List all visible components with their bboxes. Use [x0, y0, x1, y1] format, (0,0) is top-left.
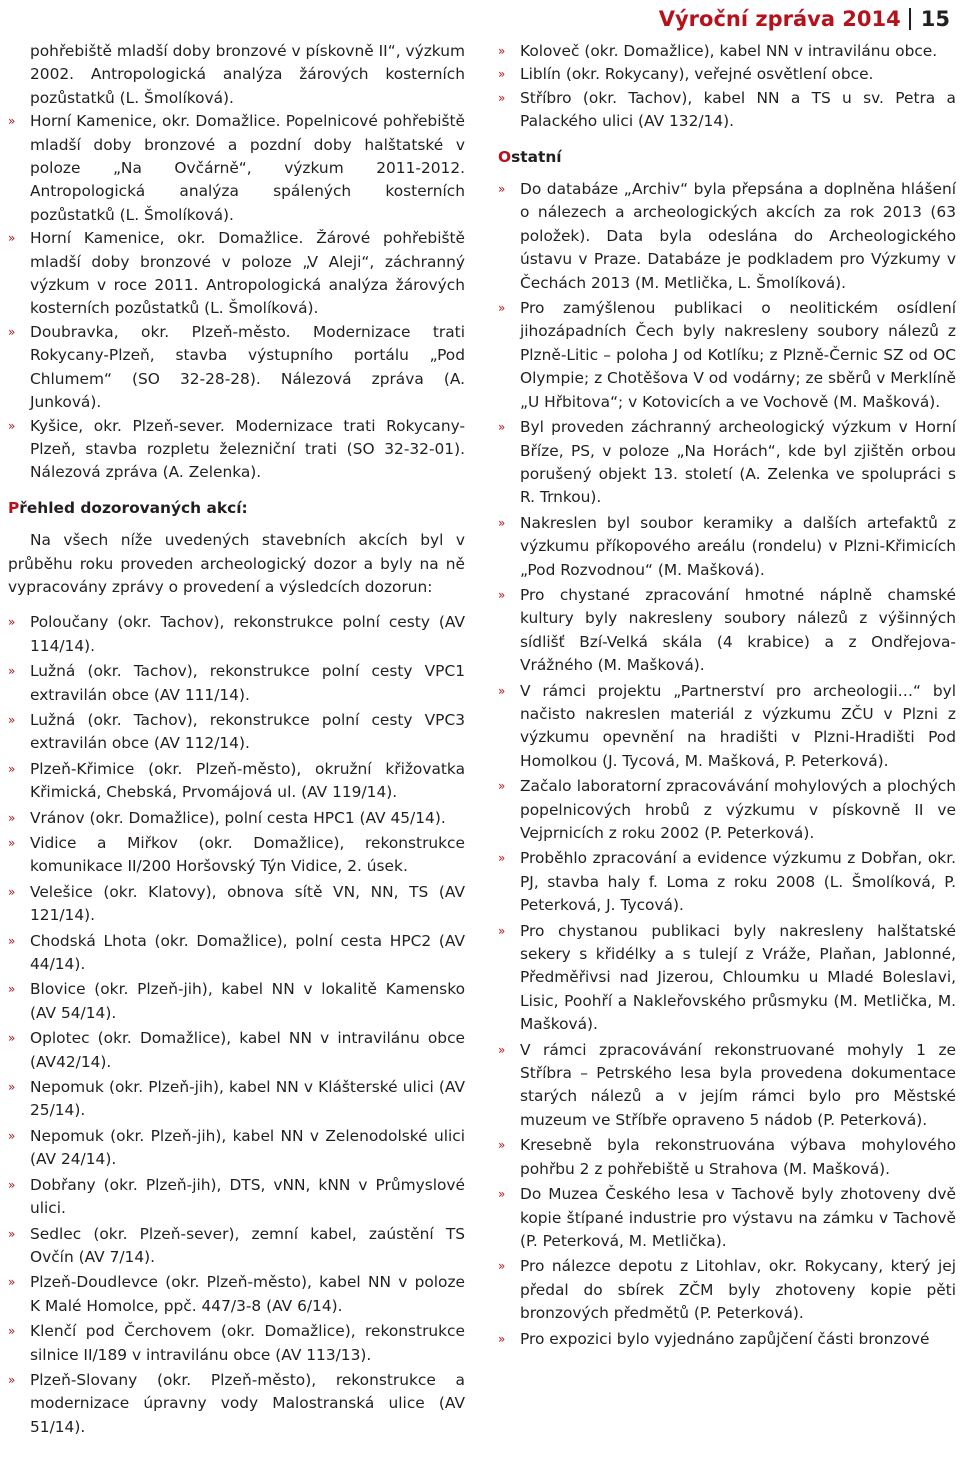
list-item-text: V rámci zpracovávání rekonstruované mohyly 1 ze Stříbra – Petrského lesa byla provedena dokumentace starých nálezů a v jejím rámci bylo pro Městské muzeum ve Stříbře opraveno 5 nádob (P. Peterková). — [520, 1040, 956, 1129]
list-item-text: Plzeň-Křimice (okr. Plzeň-město), okružní křižovatka Křimická, Chebská, Prvomájová ul. (AV 119/14). — [30, 759, 465, 802]
left-top-list — [8, 110, 465, 485]
list-item-text: Oplotec (okr. Domažlice), kabel NN v intravilánu obce (AV42/14). — [30, 1029, 465, 1071]
list-item-text: Koloveč (okr. Domažlice), kabel NN v intravilánu obce. — [520, 42, 938, 60]
list-item — [498, 584, 956, 678]
dozor-list — [8, 611, 465, 1439]
list-item-text: Dobřany (okr. Plzeň-jih), DTS, vNN, kNN v Průmyslové ulici. — [30, 1175, 465, 1218]
continued-text: pohřebiště mladší doby bronzové v pískovně II“, výzkum 2002. Antropologická analýza žárových kosterních pozůstatků (L. Šmolíková). — [30, 42, 465, 107]
header-divider — [909, 8, 911, 30]
list-item — [8, 660, 465, 707]
double-chevron-right-icon: » — [498, 90, 506, 105]
list-item-text: Pro zamýšlenou publikaci o neolitickém osídlení jihozápadních Čech byly nakresleny soubory nálezů z Plzně-Litic – poloha J od Kotlíku; z Plzně-Černic SZ od OC Olympie; z Chotěšova V od vodárny; ze sběrů v Merklíně „U Hřbitova“; v Kotovicích a ve Vochově (M. Mašková). — [520, 299, 956, 411]
list-item — [8, 1271, 465, 1318]
list-item-text: Klenčí pod Čerchovem (okr. Domažlice), rekonstrukce silnice II/189 v intravilánu obce (AV 113/13). — [30, 1322, 465, 1364]
list-item — [8, 1223, 465, 1270]
list-item — [498, 87, 956, 134]
right-top-list — [498, 40, 956, 134]
double-chevron-right-icon: » — [498, 923, 506, 938]
list-item — [8, 415, 465, 485]
double-chevron-right-icon: » — [8, 933, 16, 948]
list-item-text: Proběhlo zpracování a evidence výzkumu z Dobřan, okr. PJ, stavba haly f. Loma z roku 2008 (L. Šmolíková, P. Peterková, J. Tycová). — [520, 849, 956, 915]
list-item — [8, 881, 465, 928]
list-item — [498, 680, 956, 774]
list-item-text: Lužná (okr. Tachov), rekonstrukce polní cesty VPC3 extravilán obce (AV 112/14). — [30, 710, 465, 753]
list-item — [8, 807, 465, 830]
list-item-text: Chodská Lhota (okr. Domažlice), polní cesta HPC2 (AV 44/14). — [30, 931, 465, 974]
list-item — [498, 1255, 956, 1325]
list-item — [498, 847, 956, 917]
list-item-text: Kyšice, okr. Plzeň-sever. Modernizace trati Rokycany-Plzeň, stavba rozpletu železniční trati (SO 32-32-01). Nálezová zpráva (A. Zelenka). — [30, 416, 465, 482]
double-chevron-right-icon: » — [498, 515, 506, 530]
other-list — [498, 178, 956, 1351]
page-header — [659, 4, 950, 34]
double-chevron-right-icon: » — [498, 182, 506, 197]
list-item-text: Nakreslen byl soubor keramiky a dalších artefaktů z výzkumu příkopového areálu (rondelu) v Plzni-Křimicích „Pod Rozvodnou“ (M. Mašková). — [520, 513, 956, 579]
list-item — [8, 1125, 465, 1172]
list-item — [498, 416, 956, 510]
list-item-text: Poloučany (okr. Tachov), rekonstrukce polní cesty (AV 114/14). — [30, 613, 465, 655]
double-chevron-right-icon: » — [498, 1331, 506, 1346]
list-item — [498, 920, 956, 1037]
list-item-text: Velešice (okr. Klatovy), obnova sítě VN, NN, TS (AV 121/14). — [30, 882, 465, 925]
list-item-text: Horní Kamenice, okr. Domažlice. Žárové pohřebiště mladší doby bronzové v poloze „V Aleji“, záchranný výzkum v roce 2011. Antropologická analýza žárových kosterních pozůstatků (L. Šmolíková). — [30, 229, 465, 318]
double-chevron-right-icon: » — [8, 810, 16, 825]
report-title: Výroční zpráva 2014 — [658, 7, 901, 31]
list-item — [8, 930, 465, 977]
list-item — [498, 1134, 956, 1181]
list-item-text: Pro nálezce depotu z Litohlav, okr. Rokycany, který jej předal do sbírek ZČM byly zhotoveny kopie pěti bronzových předmětů (P. Peterková). — [520, 1257, 956, 1323]
double-chevron-right-icon: » — [498, 67, 506, 82]
list-item — [498, 63, 956, 86]
list-item — [498, 1183, 956, 1253]
list-item-text: Stříbro (okr. Tachov), kabel NN a TS u sv. Petra a Palackého ulici (AV 132/14). — [520, 88, 956, 131]
list-item — [8, 1174, 465, 1221]
double-chevron-right-icon: » — [8, 114, 16, 129]
list-item — [8, 1027, 465, 1074]
list-item-text: Plzeň-Slovany (okr. Plzeň-město), rekonstrukce a modernizace úpravny vody Malostranská ulice (AV 51/14). — [30, 1370, 465, 1436]
section-heading-dozor: Přehled dozorovaných akcí: — [8, 498, 248, 517]
double-chevron-right-icon: » — [8, 761, 16, 776]
double-chevron-right-icon: » — [498, 779, 506, 794]
list-item — [498, 297, 956, 414]
double-chevron-right-icon: » — [8, 1275, 16, 1290]
double-chevron-right-icon: » — [8, 1226, 16, 1241]
page-number: 15 — [920, 7, 950, 31]
list-item-text: V rámci projektu „Partnerství pro archeologii…“ byl načisto nakreslen materiál z výzkumu ZČU v Plzni z výzkumu opevnění na hradišti v Plzni-Hradišti Pod Homolkou (J. Tycová, M. Mašková, P. Peterková). — [520, 681, 956, 770]
double-chevron-right-icon: » — [8, 664, 16, 679]
list-item — [8, 227, 465, 321]
list-item — [8, 611, 465, 658]
right-column — [498, 40, 956, 1353]
list-item-text: Nepomuk (okr. Plzeň-jih), kabel NN v Zelenodolské ulici (AV 24/14). — [30, 1126, 465, 1169]
list-item-text: Pro expozici bylo vyjednáno zapůjčení části bronzové — [520, 1329, 930, 1348]
list-item-text: Byl proveden záchranný archeologický výzkum v Horní Bříze, PS, v poloze „Na Horách“, kde byl zjištěn orbou porušený objekt 13. století (A. Zelenka ve spolupráci s R. Trnkou). — [520, 418, 956, 507]
section-intro: Na všech níže uvedených stavebních akcích byl v průběhu roku proveden archeologický dozor a byly na ně vypracovány zprávy o provedení a výsledcích dozorun: — [8, 531, 465, 596]
list-item-text: Kresebně byla rekonstruována výbava mohylového pohřbu 2 z pohřebiště u Strahova (M. Mašková). — [520, 1136, 956, 1178]
section-heading-other: Ostatní — [498, 147, 562, 166]
double-chevron-right-icon: » — [498, 587, 506, 602]
list-item — [8, 758, 465, 805]
double-chevron-right-icon: » — [8, 1324, 16, 1339]
double-chevron-right-icon: » — [8, 324, 16, 339]
list-item-text: Doubravka, okr. Plzeň-město. Modernizace trati Rokycany-Plzeň, stavba výstupního portálu „Pod Chlumem“ (SO 32-28-28). Nálezová zpráva (A. Junková). — [30, 322, 465, 412]
list-item-text: Začalo laboratorní zpracovávání mohylových a plochých popelnicových hrobů z výzkumu v pískovně II ve Vejprnicích z roku 2002 (P. Peterková). — [520, 777, 956, 842]
list-item — [8, 1320, 465, 1367]
double-chevron-right-icon: » — [8, 418, 16, 433]
double-chevron-right-icon: » — [498, 44, 506, 58]
double-chevron-right-icon: » — [8, 712, 16, 727]
list-item — [8, 709, 465, 756]
list-item-text: Plzeň-Doudlevce (okr. Plzeň-město), kabel NN v poloze K Malé Homolce, ppč. 447/3-8 (AV 6/14). — [30, 1273, 465, 1315]
list-item-text: Nepomuk (okr. Plzeň-jih), kabel NN v Klášterské ulici (AV 25/14). — [30, 1078, 465, 1120]
double-chevron-right-icon: » — [498, 1138, 506, 1153]
list-item — [8, 1076, 465, 1123]
double-chevron-right-icon: » — [8, 231, 16, 246]
left-column — [8, 40, 465, 1441]
list-item-text: Lužná (okr. Tachov), rekonstrukce polní cesty VPC1 extravilán obce (AV 111/14). — [30, 662, 465, 704]
double-chevron-right-icon: » — [498, 301, 506, 316]
list-item-text: Horní Kamenice, okr. Domažlice. Popelnicové pohřebiště mladší doby bronzové a pozdní doby halštatské v poloze „Na Ovčárně“, výzkum 2011-2012. Antropologická analýza spálených kosterních pozůstatků (L. Šmolíková). — [30, 112, 465, 224]
double-chevron-right-icon: » — [498, 1042, 506, 1057]
list-item-text: Do Muzea Českého lesa v Tachově byly zhotoveny dvě kopie štípané industrie pro výstavu na zámku v Tachově (P. Peterková, M. Metlička). — [520, 1185, 956, 1250]
list-item — [498, 40, 956, 63]
double-chevron-right-icon: » — [8, 884, 16, 899]
list-item-text: Liblín (okr. Rokycany), veřejné osvětlení obce. — [520, 65, 874, 84]
list-item — [8, 832, 465, 879]
double-chevron-right-icon: » — [498, 851, 506, 866]
list-item-text: Blovice (okr. Plzeň-jih), kabel NN v lokalitě Kamensko (AV 54/14). — [30, 980, 465, 1022]
double-chevron-right-icon: » — [8, 982, 16, 997]
list-item-text: Pro chystanou publikaci byly nakresleny halštatské sekery s křidélky a s tulejí z Vráže, Plaňan, Jablonné, Předměřivsi nad Jizerou, Chloumku u Mladé Boleslavi, Lisic, Poohří a Nakleřovského průsmyku (M. Metlička, M. Mašková). — [520, 921, 956, 1034]
double-chevron-right-icon: » — [8, 615, 16, 630]
list-item — [498, 775, 956, 845]
double-chevron-right-icon: » — [8, 836, 16, 850]
double-chevron-right-icon: » — [8, 1080, 16, 1095]
double-chevron-right-icon: » — [498, 1187, 506, 1202]
double-chevron-right-icon: » — [498, 1259, 506, 1274]
double-chevron-right-icon: » — [8, 1031, 16, 1046]
list-item-text: Sedlec (okr. Plzeň-sever), zemní kabel, zaústění TS Ovčín (AV 7/14). — [30, 1224, 465, 1266]
double-chevron-right-icon: » — [8, 1372, 16, 1387]
double-chevron-right-icon: » — [498, 420, 506, 435]
list-item — [8, 110, 465, 227]
list-item — [498, 512, 956, 582]
list-item — [8, 321, 465, 415]
double-chevron-right-icon: » — [498, 683, 506, 698]
list-item-text: Pro chystané zpracování hmotné náplně chamské kultury byly nakresleny soubory nálezů z výšinných sídlišť Bzí-Velká skála (4 krabice) a z Ondřejova-Vrážného (M. Mašková). — [520, 585, 956, 675]
double-chevron-right-icon: » — [8, 1128, 16, 1143]
list-item — [498, 1039, 956, 1133]
double-chevron-right-icon: » — [8, 1177, 16, 1192]
list-item — [8, 1369, 465, 1439]
list-item — [498, 1328, 956, 1351]
list-item-text: Vidice a Miřkov (okr. Domažlice), rekonstrukce komunikace II/200 Horšovský Týn Vidice, 2. úsek. — [30, 834, 465, 876]
list-item — [8, 978, 465, 1025]
list-item-text: Vránov (okr. Domažlice), polní cesta HPC1 (AV 45/14). — [30, 808, 446, 827]
list-item — [498, 178, 956, 295]
list-item-text: Do databáze „Archiv“ byla přepsána a doplněna hlášení o nálezech a archeologických akcích za rok 2013 (63 položek). Data byla odeslána do Archeologického ústavu v Praze. Databáze je podkladem pro Výzkumy v Čechách 2013 (M. Metlička, L. Šmolíková). — [520, 180, 956, 292]
